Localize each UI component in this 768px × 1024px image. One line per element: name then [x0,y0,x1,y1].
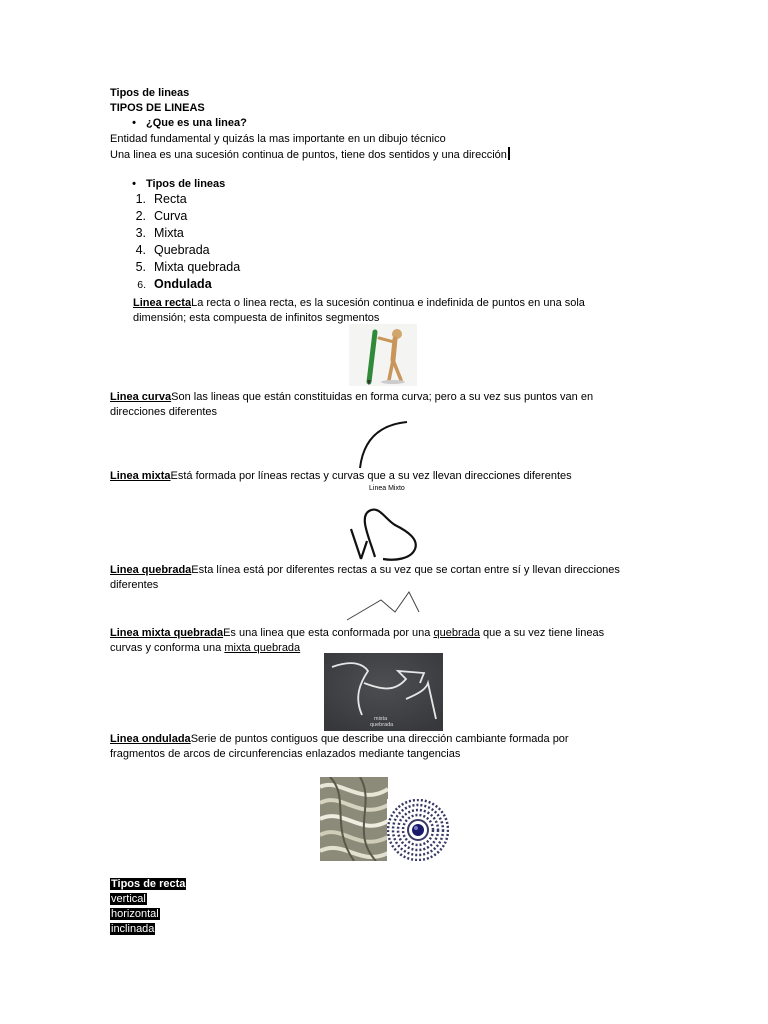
recta-type-item: inclinada [111,923,155,935]
definition-line-1: Entidad fundamental y quizás la mas importante en un dibujo técnico [110,133,446,145]
question-text: ¿Que es una linea? [146,117,247,129]
definition-line-2 [110,147,510,162]
question-bullet-item [122,116,247,130]
types-bullet-item [122,177,225,191]
curva-paragraph-line-1: Linea curvaSon las lineas que están constituidas en forma curva; pero a su vez sus puntos van en [110,391,594,403]
list-item: 4. Quebrada [135,243,210,257]
mannequin-pencil-image [349,324,417,386]
definition-line-2-text: Una linea es una sucesión continua de puntos, tiene dos sentidos y una dirección [110,149,507,161]
list-item: 6. Ondulada [137,277,212,291]
curved-line-image [355,418,415,470]
types-list [124,191,240,294]
ondulada-paragraph-line-2: fragmentos de arcos de circunferencias enlazados mediante tangencias [110,748,461,760]
mixta-quebrada-paragraph-line-2: curvas y conforma una mixta quebrada [110,642,301,654]
quebrada-link[interactable]: quebrada [433,627,480,639]
list-item: 1. Recta [135,192,187,206]
ondulada-paragraph-line-1: Linea onduladaSerie de puntos contiguos que describe una dirección cambiante formada por [110,733,569,745]
list-item: 3. Mixta [135,226,184,240]
recta-paragraph-line-1: Linea rectaLa recta o linea recta, es la sucesión continua e indefinida de puntos en una sola [133,297,585,309]
bullet-dot: • [132,178,136,190]
mixta-quebrada-link[interactable]: mixta quebrada [224,642,301,654]
ondulada-term: Linea ondulada [110,733,191,745]
quebrada-paragraph-line-2: diferentes [110,579,159,591]
doc-title: Tipos de lineas [110,87,190,99]
recta-type-item: horizontal [111,908,159,920]
recta-paragraph-line-2: dimensión; esta compuesta de infinitos segmentos [133,312,380,324]
recta-type-item: vertical [111,893,146,905]
mixta-caption: Linea Mixto [369,485,405,492]
recta-types-heading: Tipos de recta [111,878,186,890]
list-item: 2. Curva [135,209,188,223]
mixta-quebrada-term: Linea mixta quebrada [110,627,224,639]
quebrada-term: Linea quebrada [110,564,192,576]
mixed-line-image [345,505,425,563]
mixta-term: Linea mixta [110,470,171,482]
curva-term: Linea curva [110,391,172,403]
text-cursor [508,147,510,160]
doc-heading: TIPOS DE LINEAS [110,102,205,114]
broken-line-image [345,590,427,622]
mixta-quebrada-paragraph-line-1: Linea mixta quebradaEs una linea que esta conformada por una quebrada que a su vez tiene lineas [110,627,605,639]
concentric-circles-image [387,799,449,861]
chalkboard-mixed-broken-line-image [324,653,443,731]
wavy-sculpture-image [320,777,388,861]
bullet-dot: • [132,117,136,129]
chalkboard-caption-2: quebrada [370,722,394,728]
quebrada-paragraph-line-1: Linea quebradaEsta línea está por diferentes rectas a su vez que se cortan entre sí y llevan direcciones [110,564,620,576]
types-bullet-text: Tipos de lineas [146,178,226,190]
chalkboard-caption-1: mixta [374,716,388,722]
curva-paragraph-line-2: direcciones diferentes [110,406,218,418]
recta-term: Linea recta [133,297,192,309]
list-item: 5. Mixta quebrada [135,260,241,274]
mixta-paragraph-line-1: Linea mixtaEstá formada por líneas rectas y curvas que a su vez llevan direcciones diferentes [110,470,572,482]
